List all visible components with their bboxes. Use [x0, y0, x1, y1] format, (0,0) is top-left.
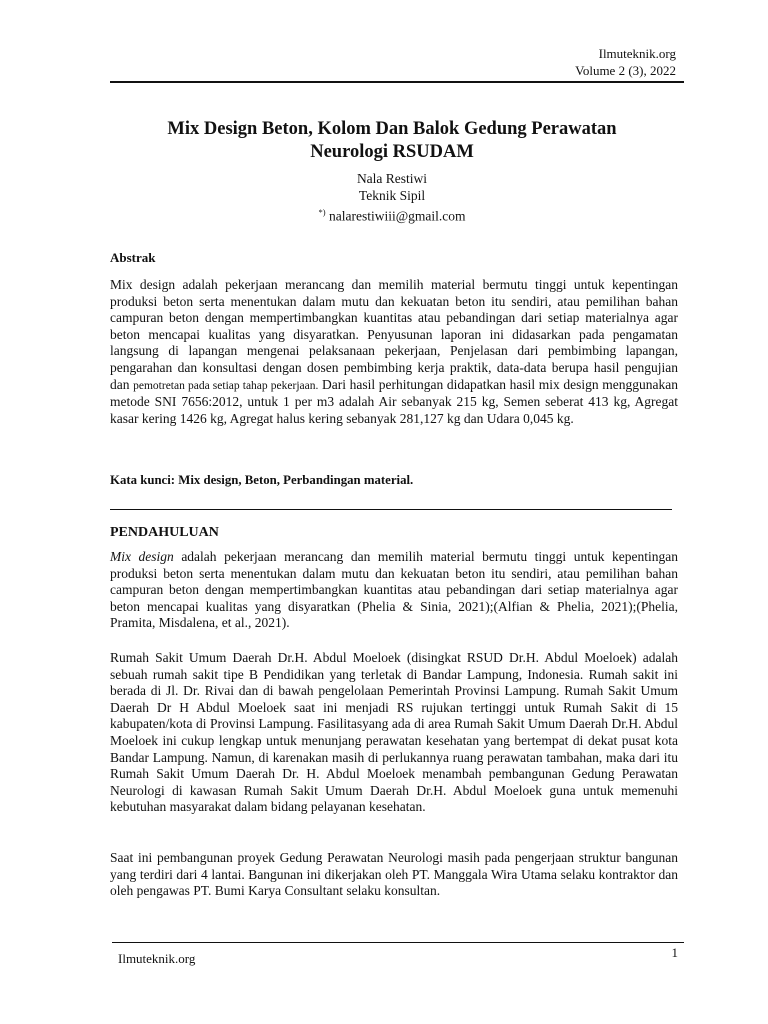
page-number: 1	[671, 945, 678, 960]
abstract-text	[110, 277, 678, 427]
abstract-text-small: pemotretan pada setiap tahap pekerjaan.	[133, 379, 319, 392]
corresponding-mark: *)	[318, 207, 326, 217]
intro-paragraph-2: Rumah Sakit Umum Daerah Dr.H. Abdul Moeloek (disingkat RSUD Dr.H. Abdul Moeloek) adalah sebuah rumah sakit tipe B Pendidikan yang terletak di Bandar Lampung, Indonesia. Rumah sakit ini berada di Jl. Dr. Rivai dan di bawah pengelolaan Pemerintah Provinsi Lampung. Rumah Sakit Umum Daerah Dr H Abdul Moeloek saat ini menjadi RS rujukan tertinggi untuk Rumah Sakit di 15 kabupaten/kota di Provinsi Lampung. Fasilitasyang ada di area Rumah Sakit Umum Daerah Dr.H. Abdul Moeloek ini cukup lengkap untuk menunjang perawatan kesehatan yang bertempat di dekat pusat kota Bandar Lampung. Namun, di karenakan masih di perlukannya ruang perawatan tambahan, maka dari itu Rumah Sakit Umum Daerah Dr. H. Abdul Moeloek menambah pembangunan Gedung Perawatan Neurologi di kawasan Rumah Sakit Umum Daerah Dr.H. Abdul Moeloek guna untuk memenuhi kebutuhan masyarakat dalam bidang pelayanan kesehatan.	[110, 650, 678, 815]
section-divider	[110, 509, 672, 510]
abstract-text-main: Mix design adalah pekerjaan merancang dan memilih material bermutu tinggi untuk kepentingan produksi beton serta menentukan dalam mutu dan kekuatan beton itu sendiri, atau pemilihan bahan campuran beton dengan mempertimbangkan kuantitas atau pebandingan dari setiap materialnya agar beton mencapai kualitas yang disyaratkan. Penyusunan laporan ini didasarkan pada pengamatan langsung di lapangan mengenai pelaksanaan pekerjaan, Penjelasan dari pembimbing lapangan, pengarahan dan konsultasi dengan dosen pembimbing kerja praktik, data-data berupa hasil pengujian dan	[110, 277, 678, 392]
author-name: Nala Restiwi	[356, 171, 428, 186]
journal-volume: Volume 2 (3), 2022	[575, 63, 676, 78]
intro-paragraph-3: Saat ini pembangunan proyek Gedung Perawatan Neurologi masih pada pengerjaan struktur bangunan yang terdiri dari 4 lantai. Bangunan ini dikerjakan oleh PT. Manggala Wira Utama selaku kontraktor dan oleh pengawas PT. Bumi Karya Consultant selaku konsultan.	[110, 850, 678, 899]
author-affiliation: Teknik Sipil	[358, 187, 426, 203]
journal-site: Ilmuteknik.org	[598, 46, 676, 61]
keywords: Kata kunci: Mix design, Beton, Perbandingan material.	[110, 473, 414, 487]
author-contact	[110, 204, 674, 225]
author-email: nalarestiwiii@gmail.com	[328, 208, 466, 224]
paper-title-line-2: Neurologi RSUDAM	[310, 142, 474, 162]
abstract-text-end: Dari hasil perhitungan didapatkan hasil mix design menggunakan metode SNI 7656:2012, untuk 1 per m3 adalah Air sebanyak 215 kg, Semen seberat 413 kg, Agregat kasar kering 1426 kg, Agregat halus kering sebanyak 281,127 kg dan Udara 0,045 kg.	[110, 376, 679, 426]
introduction-heading: PENDAHULUAN	[110, 525, 219, 540]
intro-paragraph-1-text: adalah pekerjaan merancang dan memilih material bermutu tinggi untuk kepentingan produksi beton serta menentukan dalam mutu dan kekuatan beton itu sendiri, atau pemilihan bahan campuran beton dengan mempertimbangkan kuantitas atau pebandingan dari setiap materialnya agar beton mencapai kualitas yang disyaratkan (Phelia & Sinia, 2021);(Alfian & Phelia, 2021);(Phelia, Pramita, Misdalena, et al., 2021).	[110, 549, 678, 631]
paper-title	[110, 118, 674, 164]
paper-title-line-1: Mix Design Beton, Kolom Dan Balok Gedung Perawatan	[167, 119, 617, 139]
header-rule	[110, 81, 684, 83]
footer-site: Ilmuteknik.org	[118, 951, 196, 966]
intro-term-mix-design: Mix design	[110, 549, 174, 564]
intro-paragraph-1	[110, 549, 678, 632]
running-header	[575, 45, 676, 79]
footer-rule	[112, 942, 684, 943]
author-block	[110, 171, 674, 225]
abstract-heading: Abstrak	[110, 250, 156, 265]
